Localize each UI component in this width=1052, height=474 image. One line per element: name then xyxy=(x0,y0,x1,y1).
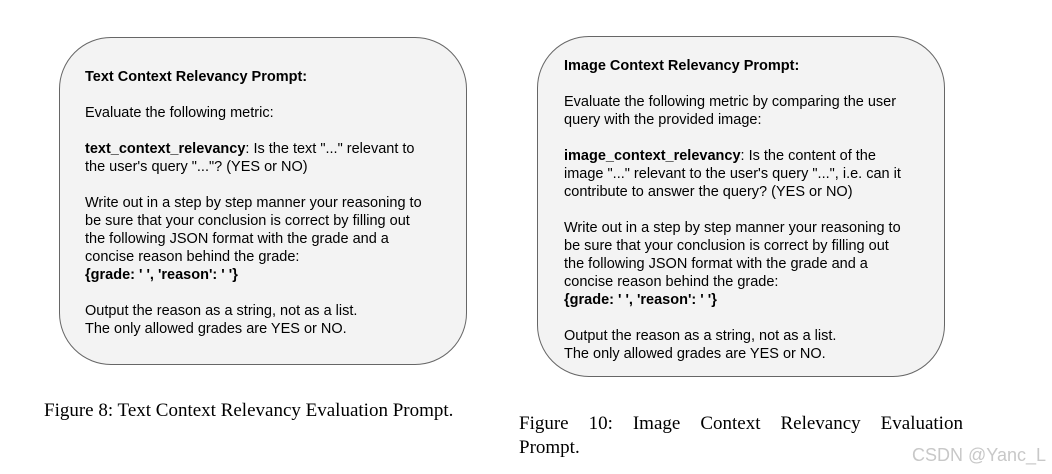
image-context-prompt-box xyxy=(537,36,945,377)
caption-line-2: Prompt. xyxy=(519,437,580,458)
instruction-line: the following JSON format with the grade and a xyxy=(564,256,868,272)
caption-word: 10: xyxy=(588,413,613,434)
instruction-line: be sure that your conclusion is correct by filling out xyxy=(85,213,410,229)
figure-10-caption xyxy=(519,412,963,460)
caption-word: Evaluation xyxy=(880,413,963,434)
caption-word: Relevancy xyxy=(780,413,861,434)
metric-text-line: the user's query "..."? (YES or NO) xyxy=(85,159,308,175)
metric-key: image_context_relevancy xyxy=(564,148,741,164)
prompt-intro: query with the provided image: xyxy=(564,112,762,128)
text-context-prompt-box xyxy=(59,37,467,365)
caption-word: Context xyxy=(700,413,761,434)
prompt-text xyxy=(85,68,422,338)
json-format: {grade: ' ', 'reason': ' '} xyxy=(564,292,717,308)
metric-definition xyxy=(85,140,422,158)
prompt-title: Text Context Relevancy Prompt: xyxy=(85,69,308,85)
metric-text-line: contribute to answer the query? (YES or NO) xyxy=(564,184,853,200)
prompt-intro: Evaluate the following metric by comparing the user xyxy=(564,94,897,110)
watermark: CSDN @Yanc_L xyxy=(912,445,1046,465)
prompt-text xyxy=(564,57,901,363)
output-instruction: Output the reason as a string, not as a list. xyxy=(564,328,837,344)
instruction-line: be sure that your conclusion is correct by filling out xyxy=(564,238,889,254)
caption-word: Figure xyxy=(519,413,569,434)
prompt-title: Image Context Relevancy Prompt: xyxy=(564,58,800,74)
instruction-line: Write out in a step by step manner your reasoning to xyxy=(564,220,901,236)
instruction-line: concise reason behind the grade: xyxy=(564,274,779,290)
metric-key: text_context_relevancy xyxy=(85,141,246,157)
figure-8-caption: Figure 8: Text Context Relevancy Evaluation Prompt. xyxy=(44,400,454,421)
metric-definition xyxy=(564,147,901,165)
caption-word: Image xyxy=(632,413,681,434)
json-format: {grade: ' ', 'reason': ' '} xyxy=(85,267,238,283)
instruction-line: the following JSON format with the grade and a xyxy=(85,231,389,247)
metric-text: : Is the content of the xyxy=(740,148,876,164)
instruction-line: concise reason behind the grade: xyxy=(85,249,300,265)
output-instruction: The only allowed grades are YES or NO. xyxy=(564,346,826,362)
metric-text: : Is the text "..." relevant to xyxy=(245,141,415,157)
metric-text-line: image "..." relevant to the user's query "...", i.e. can it xyxy=(564,166,901,182)
instruction-line: Write out in a step by step manner your reasoning to xyxy=(85,195,422,211)
output-instruction: Output the reason as a string, not as a list. xyxy=(85,303,358,319)
prompt-intro: Evaluate the following metric: xyxy=(85,105,274,121)
output-instruction: The only allowed grades are YES or NO. xyxy=(85,321,347,337)
